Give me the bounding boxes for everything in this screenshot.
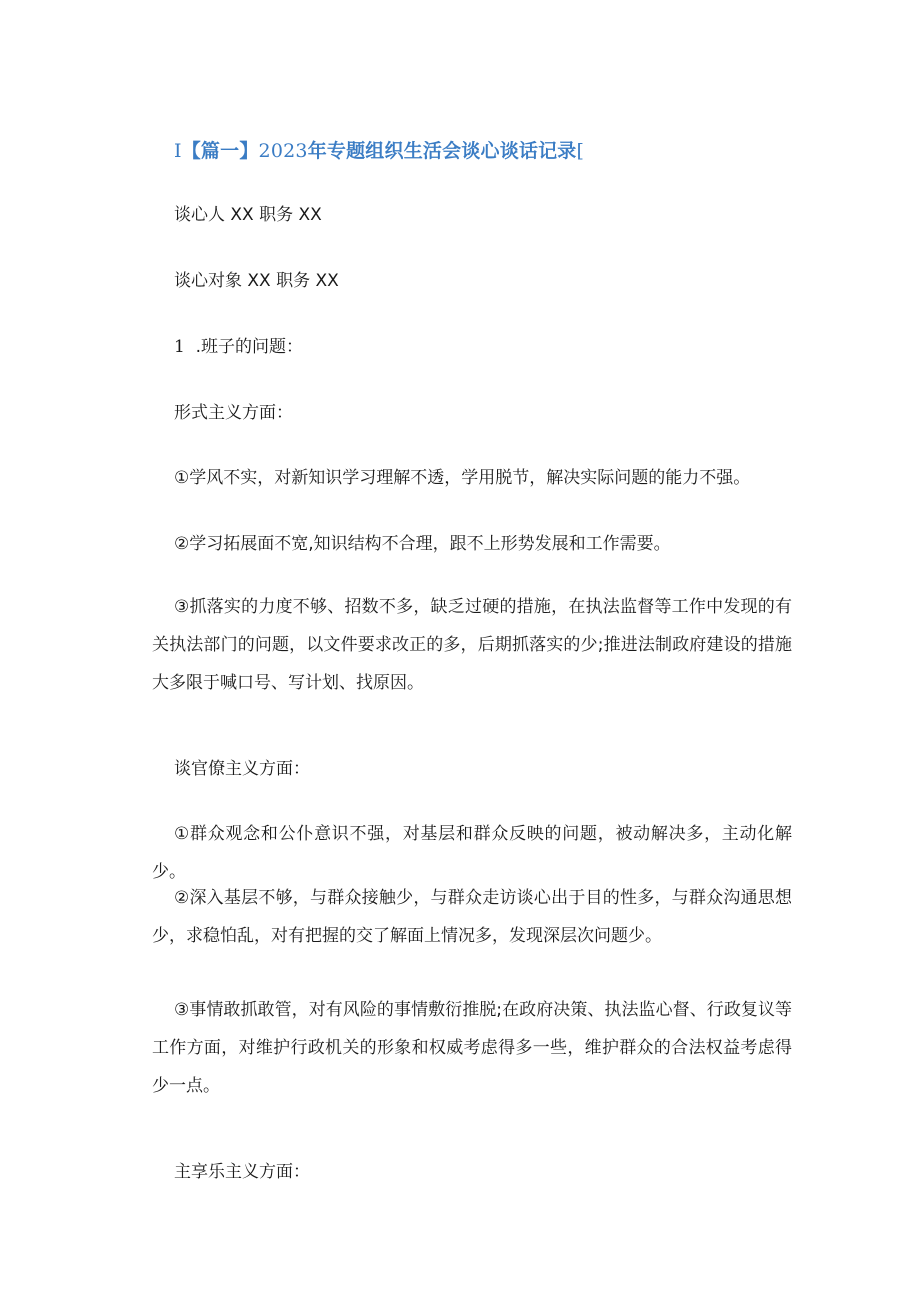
talker-line: 谈心人 XX 职务 XX [174,205,322,225]
title-prefix: I [174,140,182,162]
formalism-item-2: ②学习拓展面不宽,知识结构不合理，跟不上形势发展和工作需要。 [174,534,671,554]
title-main: 年专题组织生活会谈心谈话记录 [307,140,577,162]
section-title: .班子的问题： [195,337,304,357]
title-suffix: [ [576,140,585,162]
target-line: 谈心对象 XX 职务 XX [174,271,339,291]
hedonism-heading: 主享乐主义方面： [174,1162,310,1182]
formalism-item-1: ①学风不实，对新知识学习理解不透，学用脱节，解决实际问题的能力不强。 [174,468,751,488]
formalism-heading: 形式主义方面： [174,403,293,423]
bureaucracy-item-1: ①群众观念和公仆意识不强，对基层和群众反映的问题，被动解决多，主动化解少。 [152,824,792,882]
document-title [174,136,584,163]
title-year: 2023 [258,140,308,162]
bureaucracy-heading: 谈官僚主义方面： [174,759,310,779]
section-number: 1 [174,337,185,357]
bureaucracy-item-2: ②深入基层不够，与群众接触少，与群众走访谈心出于目的性多，与群众沟通思想少，求稳怕乱，对有把握的交了解面上情况多，发现深层次问题少。 [152,888,792,946]
section-heading [174,336,303,358]
formalism-item-3: ③抓落实的力度不够、招数不多，缺乏过硬的措施，在执法监督等工作中发现的有关执法部门的问题，以文件要求改正的多，后期抓落实的少;推进法制政府建设的措施大多限于喊口号、写计划、找原因。 [152,597,792,693]
title-bracket: 【篇一】 [181,140,259,162]
bureaucracy-item-3: ③事情敢抓敢管，对有风险的事情敷衍推脱;在政府决策、执法监心督、行政复议等工作方面，对维护行政机关的形象和权威考虑得多一些，维护群众的合法权益考虑得少一点。 [152,1000,792,1096]
